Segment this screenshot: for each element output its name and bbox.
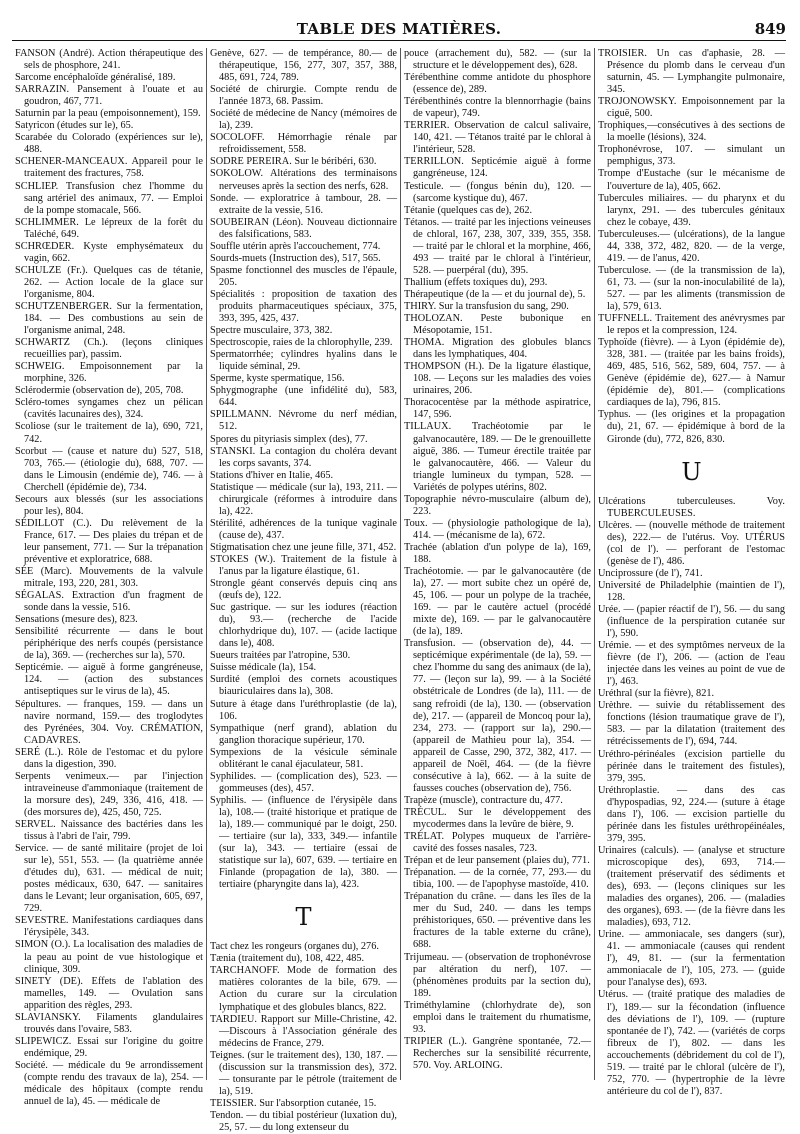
index-entry: Secours aux blessés (sur les associations pour les), 804. <box>15 493 203 517</box>
index-entry: SODRE PEREIRA. Sur le béribéri, 630. <box>210 156 377 168</box>
index-entry: Spectre musculaire, 373, 382. <box>210 325 333 337</box>
index-entry: SÉGALAS. Extraction d'un fragment de sonde dans la vessie, 516. <box>15 590 203 614</box>
index-entry: Sympexions de la vésicule séminale oblitérant le canal éjaculateur, 581. <box>210 746 397 770</box>
index-entry: Sensibilité récurrente — dans le bout périphérique des nerfs coupés (persistance de la), 369. — (recherches sur la), 570. <box>15 626 203 662</box>
index-entry: Uréthroplastie. — dans des cas d'hypospadias, 92, 224.— (suture à étage dans l'), 106. — excision partielle du périnée dans les fistules uréthropéinéales, 379, 395. <box>598 784 785 844</box>
index-entry: Trijumeau. — (observation de trophonévrose par altération du nerf), 107. — (phénomènes produits par la section du), 189. <box>404 951 591 999</box>
index-entry: Strongle géant conservés depuis cinq ans (œufs de), 122. <box>210 578 397 602</box>
index-entry: Genève, 627. — de tempérance, 80.— de thérapeutique, 156, 277, 307, 357, 388, 485, 691, 724, 789. <box>210 48 397 84</box>
index-entry: Stations d'hiver en Italie, 465. <box>210 469 334 481</box>
index-entry: SERÉ (L.). Rôle de l'estomac et du pylore dans la digestion, 390. <box>15 746 203 770</box>
index-entry: Teignes. (sur le traitement des), 130, 187. — (discussion sur la transmission des), 372. — tonsurante par le pétrole (traitement de la), 519. <box>210 1049 397 1097</box>
index-column-2 <box>206 48 400 1133</box>
index-entry: Urèthre. — suivie du rétablissement des fonctions (lésion traumatique grave de l'), 583. — par la dilatation (traitement des rétrécissements de l'), 694, 744. <box>598 700 785 748</box>
index-entry: SINETY (DE). Effets de l'ablation des mamelles, 149. — Ovulation sans apparition des règles, 293. <box>15 975 203 1011</box>
index-entry: Trépanation. — de la cornée, 77, 293.— du tibia, 100. — de l'apophyse mastoïde, 410. <box>404 867 591 891</box>
index-entry: Trachéotomie. — par le galvanocautère (de la), 27. — mort subite chez un opéré de, 45, 106. — pour un polype de la trachée, 169. — par le cautère actuel (procédé mixte de), 169. — par le galvanocautère (de la), 189. <box>404 566 591 638</box>
index-entry: Souffle utérin après l'accouchement, 774. <box>210 240 381 252</box>
index-entry: Sourds-muets (Instruction des), 517, 565. <box>210 252 381 264</box>
index-entry: Urémie. — et des symptômes nerveux de la fièvre (de l'), 206. — (action de l'eau injectée dans les veines au point de vue de l'), 463. <box>598 640 785 688</box>
index-entry: Serpents venimeux.— par l'injection intraveineuse d'ammoniaque (traitement de la morsure des), 249, 336, 416, 418. — (des morsures de), 425, 450, 725. <box>15 770 203 818</box>
index-entry: Typhus. — (les origines et la propagation du), 21, 67. — épidémique à bord de la Gironde (du), 772, 826, 830. <box>598 409 785 445</box>
index-entry: TROJONOWSKY. Empoisonnement par la ciguë, 500. <box>598 96 785 120</box>
index-entry: Trophonévrose, 107. — simulant un pemphigus, 373. <box>598 144 785 168</box>
index-entry: SCHLIMMER. Le lépreux de la forêt du Taléché, 649. <box>15 216 203 240</box>
index-entry: Septicémie. — aiguë à forme gangréneuse, 124. — (action des substances antiseptiques sur le virus de la), 45. <box>15 662 203 698</box>
index-entry: TROISIER. Un cas d'aphasie, 28. — Présence du plomb dans le cerveau d'un saturnin, 45. — Lymphangite pulmonaire, 345. <box>598 48 785 96</box>
index-entry: SLAVIANSKY. Filaments glandulaires trouvés dans l'ovaire, 583. <box>15 1011 203 1035</box>
index-entry: Typhoïde (fièvre). — à Lyon (épidémie de), 328, 381. — (traitée par les bains froids), 469, 485, 516, 562, 589, 604, 757. — à Genève (épidémie de), 627.— à Namur (épidémie de), 801.— (complications cardiaques de la), 796, 815. <box>598 337 785 409</box>
index-entry: TERRILLON. Septicémie aiguë à forme gangréneuse, 124. <box>404 156 591 180</box>
index-entry: Sarcome encéphaloïde généralisé, 189. <box>15 72 176 84</box>
index-entry: THIRY. Sur la transfusion du sang, 290. <box>404 300 569 312</box>
index-entry: SARRAZIN. Pansement à l'ouate et au goudron, 467, 771. <box>15 84 203 108</box>
index-entry: THOLOZAN. Peste bubonique en Mésopotamie, 151. <box>404 313 591 337</box>
index-entry: Thallium (effets toxiques du), 293. <box>404 276 548 288</box>
index-entry: Trapèze (muscle), contracture du, 477. <box>404 794 563 806</box>
index-entry: THOMA. Migration des globules blancs dans les lymphatiques, 404. <box>404 337 591 361</box>
index-entry: Suture à étage dans l'uréthroplastie (de la), 106. <box>210 698 397 722</box>
index-entry: STANSKI. La contagion du choléra devant les corps savants, 374. <box>210 445 397 469</box>
index-entry: Sclérodermie (observation de), 205, 708. <box>15 385 184 397</box>
index-entry: Tétanos. — traité par les injections veineuses de chloral, 167, 238, 307, 339, 355, 358. — traité par le chloral et la morphine, 466, 493 — traité par le chloral à l'intérieur, 528. — puerpéral (du), 395. <box>404 216 591 276</box>
index-entry: Trépanation du crâne. — dans les îles de la mer du Sud, 240. — dans les temps préhistoriques, 650. — préventive dans les fractures de la table externe du crâne), 688. <box>404 891 591 951</box>
index-entry: THOMPSON (H.). De la ligature élastique, 108. — Leçons sur les maladies des voies urinaires, 206. <box>404 361 591 397</box>
index-entry: SERVEL. Naissance des bactéries dans les tissus à l'abri de l'air, 799. <box>15 819 203 843</box>
index-entry: Tendon. — du tibial postérieur (luxation du), 25, 57. — du long extenseur du <box>210 1109 397 1133</box>
index-entry: TRÉCUL. Sur le développement des mycodermes dans la levûre de bière, 9. <box>404 806 591 830</box>
index-column-1 <box>12 48 206 1108</box>
index-entry: TRIPIER (L.). Gangrène spontanée, 72.— Recherches sur la sensibilité récurrente, 570. Voy. ARLOING. <box>404 1035 591 1071</box>
index-entry: Tuberculeuses.— (ulcérations), de la langue 44, 338, 372, 482, 820. — de la verge, 419. — de l'anus, 420. <box>598 228 785 264</box>
index-entry: Toux. — (physiologie pathologique de la), 414. — (mécanisme de la), 672. <box>404 517 591 541</box>
page-title: TABLE DES MATIÈRES. <box>296 20 502 38</box>
section-letter: T <box>295 903 312 932</box>
index-entry: TERRIER. Observation de calcul salivaire, 140, 421. — Tétanos traité par le chloral à l'intérieur, 528. <box>404 120 591 156</box>
index-entry: Ulcérations tuberculeuses. Voy. TUBERCULEUSES. <box>598 495 785 519</box>
index-entry: SEVESTRE. Manifestations cardiaques dans l'érysipèle, 343. <box>15 915 203 939</box>
page-number: 849 <box>754 20 786 38</box>
index-entry: Spectroscopie, raies de la chlorophylle, 239. <box>210 337 393 349</box>
index-entry: SIMON (O.). La localisation des maladies de la peau au point de vue histologique et clinique, 309. <box>15 939 203 975</box>
index-entry: Triméthylamine (chlorhydrate de), son emploi dans le traitement du rhumatisme, 93. <box>404 999 591 1035</box>
index-entry: Sépultures. — franques, 159. — dans un navire normand, 159.— des troglodytes des Pyrénées, 304. Voy. CRÉMATION, CADAVRES. <box>15 698 203 746</box>
index-entry: Surdité (emploi des cornets acoustiques biauriculaires dans la), 308. <box>210 674 397 698</box>
index-entry: Société de médecine de Nancy (mémoires de la), 239. <box>210 108 397 132</box>
index-entry: Suisse médicale (la), 154. <box>210 662 317 674</box>
index-entry: SOCOLOFF. Hémorrhagie rénale par refroidissement, 558. <box>210 132 397 156</box>
index-entry: Spores du pityriasis simplex (des), 77. <box>210 433 368 445</box>
index-entry: SCHLIEP. Transfusion chez l'homme du sang artériel des animaux, 77. — Emploi de la pompe stomacale, 566. <box>15 180 203 216</box>
section-letter: U <box>681 457 702 486</box>
index-entry: Trépan et de leur pansement (plaies du), 771. <box>404 855 590 867</box>
index-entry: SCHRŒDER. Kyste emphysémateux du vagin, 662. <box>15 240 203 264</box>
index-entry: Société de chirurgie. Compte rendu de l'année 1873, 68. Passim. <box>210 84 397 108</box>
index-entry: Saturnin par la peau (empoisonnement), 159. <box>15 108 201 120</box>
index-entry: Stérilité, adhérences de la tunique vaginale (cause de), 437. <box>210 517 397 541</box>
index-entry: SLIPEWICZ. Essai sur l'origine du goitre endémique, 29. <box>15 1035 203 1059</box>
index-entry: SPILLMANN. Névrome du nerf médian, 512. <box>210 409 397 433</box>
index-entry: Térébenthine comme antidote du phosphore (essence de), 289. <box>404 72 591 96</box>
index-entry: Suc gastrique. — sur les iodures (réaction du), 93.— (recherche de l'acide chlorhydrique du), 107. — (acide lactique dans le), 408. <box>210 602 397 650</box>
index-entry: Spasme fonctionnel des muscles de l'épaule, 205. <box>210 264 397 288</box>
index-entry: Unciprossure (de l'), 741. <box>598 567 703 579</box>
index-entry: pouce (arrachement du), 582. — (sur la structure et le développement des), 628. <box>404 48 591 72</box>
index-entry: Topographie névro-musculaire (album de), 223. <box>404 493 591 517</box>
index-entry: Sueurs traitées par l'atropine, 530. <box>210 650 351 662</box>
index-entry: TRÉLAT. Polypes muqueux de l'arrière-cavité des fosses nasales, 723. <box>404 831 591 855</box>
index-entry: Spécialités : proposition de taxation des produits pharmaceutiques spéciaux, 375, 393, 395, 425, 437. <box>210 288 397 325</box>
index-entry: Trophiques,—consécutives à des sections de la moelle (lésions), 324. <box>598 120 785 144</box>
index-entry: Transfusion. — (observation de), 44. — septicémique expérimentale (de la), 59. — chez l'homme du sang des animaux (de la), 77. — (leçon sur la), 99. — à la Société obstétricale de Londres (de la), 111. — de sang refroidi (de la), 130. — (observation de), 217. — (appareil de Moncoq pour la), 234, 273. — (rapport sur la), 290.— (appareil de Mathieu pour la), 354. — appareil de Casse, 290, 372, 382, 417. — appareil de Noël, 464. — (de la fièvre consécutive à la), 662. — à la suite de fausses couches (observation de), 756. <box>404 638 591 794</box>
index-entry: TARCHANOFF. Mode de formation des matières colorantes de la bile, 679. — Action du curare sur la circulation lymphatique et des globules blancs, 822. <box>210 965 397 1013</box>
index-columns <box>12 48 788 1133</box>
index-entry: SÉDILLOT (C.). Du relèvement de la France, 617. — Des plaies du trépan et de leur pansement, 771. — Sur la trépanation préventive et exploratrice, 688. <box>15 517 203 565</box>
index-entry: Syphilides. — (complication des), 523. — gommeuses (des), 457. <box>210 770 397 794</box>
index-column-3 <box>400 48 594 1080</box>
index-entry: Sperme, kyste spermatique, 156. <box>210 373 345 385</box>
index-entry: Trachée (ablation d'un polype de la), 169, 188. <box>404 541 591 565</box>
index-entry: SCHWARTZ (Ch.). (leçons cliniques recueillies par), passim. <box>15 337 203 361</box>
index-entry: Sympathique (nerf grand), ablation du ganglion thoracique supérieur, 170. <box>210 722 397 746</box>
index-column-4 <box>594 48 788 1097</box>
index-entry: Service. — de santé militaire (projet de loi sur le), 551, 553. — (la quatrième année d'études du), 631. — médical de nuit; postes médicaux, 630, 647. — sanitaires dans le Levant; leur organisation, 605, 697, 729. <box>15 843 203 915</box>
index-entry: Scoliose (sur le traitement de la), 690, 721, 742. <box>15 421 203 445</box>
index-entry: Utérus. — (traité pratique des maladies de l'), 189.— sur la fécondation (influence des déviations de l'), 109. — (rupture spontanée de l'), 742. — (variétés de corps fibreux de l'), 802. — dans les accouchements (débridement du col de l'), 519. — traité par le chloral (ulcère de l'), 752, 770. — (hypertrophie de la lèvre antérieure du col de l'), 837. <box>598 989 785 1097</box>
index-entry: SCHWEIG. Empoisonnement par la morphine, 326. <box>15 361 203 385</box>
index-entry: Société. — médicale du 9e arrondissement (compte rendu des travaux de la), 254. — médicale des hôpitaux (compte rendu annuel de la), 45. — médicale de <box>15 1059 203 1108</box>
index-entry: Tuberculose. — (de la transmission de la), 61, 73. — (sur la non-inoculabilité de la), 527. — par les aliments (transmission de la), 579, 613. <box>598 264 785 312</box>
index-entry: Tænia (traitement du), 108, 422, 485. <box>210 953 365 965</box>
index-entry: Scorbut — (cause et nature du) 527, 518, 703, 765.— (étiologie du), 688, 707. — dans le Limousin (endémie de), 746. — à Cherchell (épidémie de), 734. <box>15 445 203 493</box>
index-entry: Thoracocentèse par la méthode aspiratrice, 147, 596. <box>404 397 591 421</box>
index-entry: TUFFNELL. Traitement des anévrysmes par le repos et la compression, 124. <box>598 313 785 337</box>
index-entry: Urine. — ammoniacale, ses dangers (sur), 41. — ammoniacale (causes qui rendent l'), 49, 81. — (sur la fermentation ammoniacale de l'), 105, 273. — (guide pour l'analyse des), 693. <box>598 929 785 989</box>
index-entry: Université de Philadelphie (maintien de l'), 128. <box>598 579 785 603</box>
index-entry: TEISSIER. Sur l'absorption cutanée, 15. <box>210 1097 377 1109</box>
index-entry: Uréthro-périnéales (excision partielle du périnée dans le traitement des fistules), 379, 395. <box>598 748 785 784</box>
index-entry: Sonde. — exploratrice à tambour, 28. — extraite de la vessie, 516. <box>210 192 397 216</box>
index-entry: SCHULZE (Fr.). Quelques cas de tétanie, 262. — Action locale de la glace sur l'organisme, 804. <box>15 264 203 300</box>
index-entry: SÉE (Marc). Mouvements de la valvule mitrale, 193, 220, 281, 303. <box>15 566 203 590</box>
index-entry: Scarabée du Colorado (expériences sur le), 488. <box>15 132 203 156</box>
index-entry: Tubercules miliaires. — du pharynx et du larynx, 291. — des tubercules génitaux chez le cobaye, 439. <box>598 192 785 228</box>
index-entry: Urinaires (calculs). — (analyse et structure microscopique des), 693, 714.— (traitement préservatif des sédiments et des), 693. — (leçons cliniques sur les maladies des organes), 206. — (maladies des organes), 693. — (de la fièvre dans les maladies), 693, 712. <box>598 844 785 929</box>
index-entry: Scléro-tomes syngames chez un pélican (cavités lacunaires des), 324. <box>15 397 203 421</box>
index-entry: Ulcères. — (nouvelle méthode de traitement des), 222.— de l'utérus. Voy. UTÉRUS (col de l'). — perforant de l'estomac (genèse de l'), 486. <box>598 519 785 567</box>
index-entry: SCHENER-MANCEAUX. Appareil pour le traitement des fractures, 758. <box>15 156 203 180</box>
index-entry: Tact chez les rongeurs (organes du), 276. <box>210 941 379 953</box>
index-entry: Sensations (mesure des), 823. <box>15 614 138 626</box>
index-entry: STOKES (W.). Traitement de la fistule à l'anus par la ligature élastique, 61. <box>210 553 397 578</box>
index-entry: TILLAUX. Trachéotomie par le galvanocautère, 189. — De le grenouillette aiguë, 386. — Tumeur érectile traitée par le galvanocautère, 466. — Valeur du triangle lumineux du tympan, 528. — Variétés de polypes utérins, 802. <box>404 421 591 493</box>
index-entry: Uréthral (sur la fièvre), 821. <box>598 688 715 700</box>
index-entry: Stigmatisation chez une jeune fille, 371, 452. <box>210 541 397 553</box>
index-entry: TARDIEU. Rapport sur Mille-Christine, 42. —Discours à l'Association générale des médecins de France, 279. <box>210 1013 397 1049</box>
index-entry: Thérapeutique (de la — et du journal de), 5. <box>404 288 586 300</box>
index-entry: FANSON (André). Action thérapeutique des sels de phosphore, 241. <box>15 48 203 72</box>
index-entry: Statistique — médicale (sur la), 193, 211. — chirurgicale (réformes à introduire dans la), 422. <box>210 481 397 517</box>
index-entry: SOKOLOW. Altérations des terminaisons nerveuses après la section des nerfs, 628. <box>210 168 397 192</box>
index-entry: Spermatorrhée; cylindres hyalins dans le liquide séminal, 29. <box>210 349 397 373</box>
index-entry: Trompe d'Eustache (sur le mécanisme de l'ouverture de la), 405, 662. <box>598 168 785 192</box>
index-entry: Térébenthinés contre la blennorrhagie (bains de vapeur), 749. <box>404 96 591 120</box>
index-entry: Urée. — (papier réactif de l'), 56. — du sang (influence de la perspiration cutanée sur l'), 590. <box>598 603 785 640</box>
index-entry: Satyricon (études sur le), 65. <box>15 120 134 132</box>
index-entry: SOUBEIRAN (Léon). Nouveau dictionnaire des falsifications, 583. <box>210 216 397 240</box>
index-entry: Syphilis. — (influence de l'érysipèle dans la), 108.— (traité historique et pratique de la), 189.— communiqué par le doigt, 250. — tertiaire (sur la), 333, 349.— infantile (sur la), 343. — tertiaire (essai de statistique sur la), 607, 639. — tertiaire en Finlande (propagation de la), 380. — tertiaire (pharyngite dans la), 423. <box>210 794 397 891</box>
index-entry: Testicule. — (fongus bénin du), 120. — (sarcome kystique du), 467. <box>404 180 591 204</box>
page-header <box>12 10 786 41</box>
index-entry: Sphygmographe (une infidélité du), 583, 644. <box>210 385 397 409</box>
index-entry: SCHUTZENBERGER. Sur la fermentation, 184. — Des combustions au sein de l'organisme animal, 248. <box>15 300 203 337</box>
index-entry: Tétanie (quelques cas de), 262. <box>404 204 533 216</box>
